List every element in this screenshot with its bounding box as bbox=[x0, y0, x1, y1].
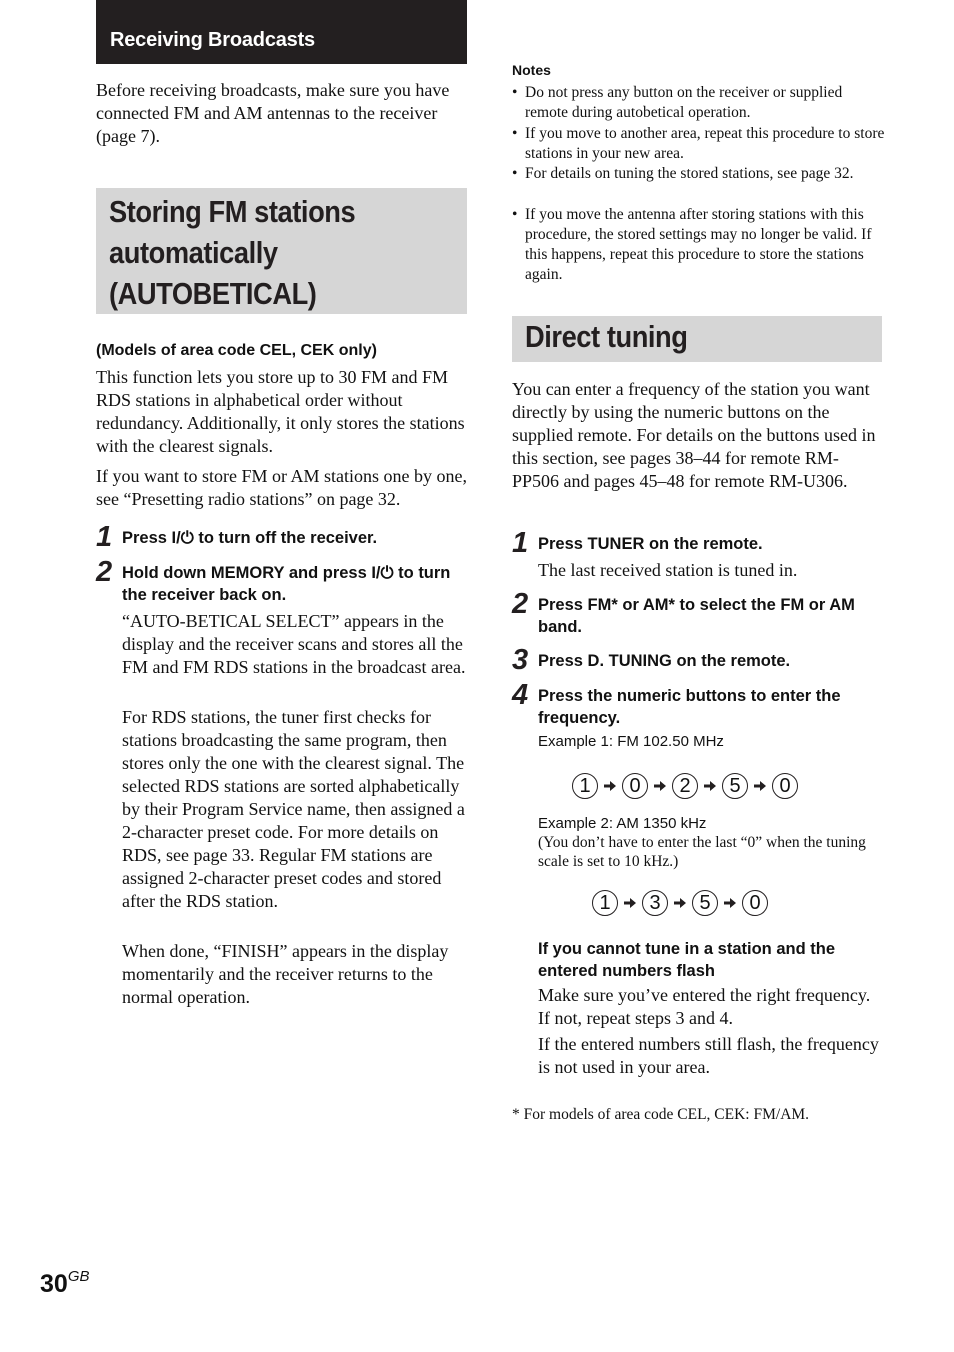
note-text: If you move to another area, repeat this procedure to store stations in your new area. bbox=[525, 125, 885, 162]
numeric-key: 1 bbox=[592, 890, 618, 916]
note-item bbox=[512, 124, 885, 164]
step2-paragraph-2: For RDS stations, the tuner first checks for stations broadcasting the same program, then stores only the one with the clearest signal. The selected RDS stations are sorted alphabetically by their Program Service name, then assigned a 2-character preset code. For more details on RDS, see page 33. Regular FM stations are assigned 2-character preset codes and stored after the RDS station. bbox=[122, 707, 465, 911]
direct-tuning-heading-text: Direct tuning bbox=[525, 319, 688, 354]
example-2-key-sequence bbox=[592, 890, 768, 916]
step2-paragraph-3: When done, “FINISH” appears in the display momentarily and the receiver returns to the normal operation. bbox=[122, 941, 449, 1007]
storing-heading-line-3: (AUTOBETICAL) bbox=[109, 276, 317, 311]
bullet: • bbox=[512, 206, 518, 223]
page-number bbox=[40, 1270, 90, 1299]
intro-paragraph: Before receiving broadcasts, make sure you have connected FM and AM antennas to the receiver (page 7). bbox=[96, 80, 450, 146]
numeric-key: 0 bbox=[772, 773, 798, 799]
numeric-key: 5 bbox=[722, 773, 748, 799]
note-text: For details on tuning the stored stations, see page 32. bbox=[525, 165, 854, 182]
section-title: Receiving Broadcasts bbox=[96, 0, 467, 64]
page-number-suffix: GB bbox=[67, 1268, 90, 1285]
step-number: 2 bbox=[512, 588, 529, 620]
direct-tuning-heading bbox=[512, 316, 882, 362]
step-title: Press the numeric buttons to enter the frequency. bbox=[538, 687, 841, 727]
note-item bbox=[512, 205, 882, 285]
arrow-right-icon bbox=[618, 898, 642, 908]
trouble-paragraph-2: If the entered numbers still flash, the frequency is not used in your area. bbox=[538, 1034, 879, 1077]
step-number: 3 bbox=[512, 644, 529, 676]
arrow-right-icon bbox=[598, 781, 622, 791]
example-2-note: (You don’t have to enter the last “0” when the tuning scale is set to 10 kHz.) bbox=[538, 834, 866, 870]
example-2-label: Example 2: AM 1350 kHz bbox=[538, 815, 707, 832]
numeric-key: 0 bbox=[742, 890, 768, 916]
trouble-heading: If you cannot tune in a station and the entered numbers flash bbox=[538, 940, 836, 980]
step2-paragraph-1: “AUTO-BETICAL SELECT” appears in the display and the receiver scans and stores all the FM and FM RDS stations in the broadcast area. bbox=[122, 611, 466, 677]
direct-intro: You can enter a frequency of the station you want directly by using the numeric buttons on the supplied remote. For details on the buttons used in this section, see pages 38–44 for remote RM-PP506 and pages 45–48 for remote RM-U306. bbox=[512, 379, 876, 491]
note-item bbox=[512, 83, 882, 123]
step-title: Press D. TUNING on the remote. bbox=[538, 652, 791, 670]
bullet: • bbox=[512, 125, 518, 142]
example-1-key-sequence bbox=[572, 773, 798, 799]
models-note: (Models of area code CEL, CEK only) bbox=[96, 342, 377, 359]
step-title: Press I/⏻ to turn off the receiver. bbox=[122, 529, 378, 547]
storing-heading-line-2: automatically bbox=[109, 235, 278, 270]
arrow-right-icon bbox=[668, 898, 692, 908]
numeric-key: 2 bbox=[672, 773, 698, 799]
bullet: • bbox=[512, 165, 518, 182]
step-number: 1 bbox=[512, 527, 529, 559]
step-number: 1 bbox=[96, 521, 113, 553]
numeric-key: 0 bbox=[622, 773, 648, 799]
step-number: 2 bbox=[96, 556, 113, 588]
footnote: * For models of area code CEL, CEK: FM/AM. bbox=[512, 1106, 810, 1123]
note-text: Do not press any button on the receiver or supplied remote during autobetical operation. bbox=[525, 84, 843, 121]
step-title: Press FM* or AM* to select the FM or AM band. bbox=[538, 596, 855, 636]
notes-title: Notes bbox=[512, 62, 551, 78]
numeric-key: 5 bbox=[692, 890, 718, 916]
step1-result: The last received station is tuned in. bbox=[538, 560, 798, 580]
example-1-label: Example 1: FM 102.50 MHz bbox=[538, 733, 724, 750]
storing-paragraph-2: If you want to store FM or AM stations one by one, see “Presetting radio stations” on page 32. bbox=[96, 466, 467, 509]
step-number: 4 bbox=[512, 679, 529, 711]
note-item bbox=[512, 164, 882, 204]
storing-paragraph-1: This function lets you store up to 30 FM and FM RDS stations in alphabetical order without redundancy. Additionally, it only stores the stations with the clearest signals. bbox=[96, 367, 465, 456]
note-text: If you move the antenna after storing stations with this procedure, the stored settings may no longer be valid. If this happens, repeat this procedure to store the stations again. bbox=[525, 206, 872, 283]
numeric-key: 1 bbox=[572, 773, 598, 799]
arrow-right-icon bbox=[748, 781, 772, 791]
arrow-right-icon bbox=[648, 781, 672, 791]
arrow-right-icon bbox=[718, 898, 742, 908]
trouble-paragraph-1: Make sure you’ve entered the right frequency. If not, repeat steps 3 and 4. bbox=[538, 985, 871, 1028]
storing-heading-line-1: Storing FM stations bbox=[109, 194, 356, 229]
step-title: Press TUNER on the remote. bbox=[538, 535, 763, 553]
numeric-key: 3 bbox=[642, 890, 668, 916]
bullet: • bbox=[512, 84, 518, 101]
storing-heading bbox=[96, 188, 467, 314]
step-title: Hold down MEMORY and press I/⏻ to turn the receiver back on. bbox=[122, 564, 451, 604]
arrow-right-icon bbox=[698, 781, 722, 791]
page-number-value: 30 bbox=[40, 1270, 68, 1298]
